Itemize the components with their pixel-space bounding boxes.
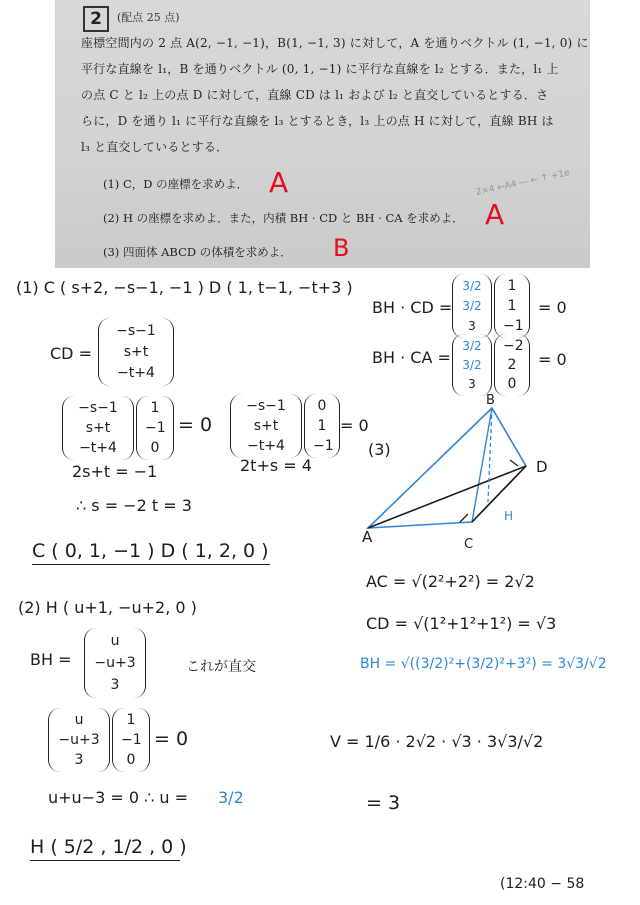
length-cd: CD = √(1²+1²+1²) = √3 bbox=[366, 614, 557, 633]
equation-2: 2t+s = 4 bbox=[240, 456, 312, 475]
bh-vector-label: BH = bbox=[30, 650, 72, 669]
dot1-left-vector: −s−1 s+t −t+4 bbox=[62, 396, 134, 460]
answer-1: C ( 0, 1, −1 ) D ( 1, 2, 0 ) bbox=[32, 540, 270, 565]
label-a: A bbox=[362, 528, 373, 546]
bh-dot-cd-answer: = 0 bbox=[538, 298, 567, 317]
problem-number: 2 bbox=[83, 6, 109, 32]
margin-scribble: 2×4 ←A4 ― ← ↑ +1e bbox=[475, 168, 571, 198]
problem-line-3: の点 C と l₂ 上の点 D に対して，直線 CD は l₁ および l₂ と直交しているとする．さ bbox=[81, 88, 549, 102]
answer-2: H ( 5/2 , 1/2 , 0 ) bbox=[30, 836, 180, 861]
dot3-result: = 0 bbox=[154, 728, 189, 750]
dot2-result: = 0 bbox=[340, 416, 369, 435]
subquestion-2: (2) H の座標を求めよ．また，内積 BH · CD と BH · CA を求めよ． bbox=[103, 211, 464, 225]
tetrahedron-diagram bbox=[360, 392, 580, 552]
st-solution: ∴ s = −2 t = 3 bbox=[76, 496, 192, 515]
problem-line-2: 平行な直線を l₁，B を通りベクトル (0, 1, −1) に平行な直線を l₂ とする．また，l₁ 上 bbox=[81, 62, 559, 76]
u-value: 3/2 bbox=[218, 788, 244, 807]
part2-point-h: (2) H ( u+1, −u+2, 0 ) bbox=[18, 598, 197, 617]
problem-line-5: l₃ と直交しているとする． bbox=[81, 140, 229, 154]
bh-dot-cd-right: 1 1 −1 bbox=[494, 274, 530, 338]
bh-dot-ca-left: 3/2 3/2 3 bbox=[452, 334, 492, 396]
length-ac: AC = √(2²+2²) = 2√2 bbox=[366, 572, 535, 591]
problem-line-4: らに，D を通り l₁ に平行な直線を l₃ とするとき，l₃ 上の点 H に対して，直線 BH は bbox=[81, 114, 554, 128]
subquestion-3: (3) 四面体 ABCD の体積を求めよ． bbox=[103, 245, 292, 259]
subquestion-1: (1) C，D の座標を求めよ． bbox=[103, 177, 249, 191]
right-angle-mark-d bbox=[510, 460, 518, 466]
dot2-left-vector: −s−1 s+t −t+4 bbox=[230, 394, 302, 458]
length-bh: BH = √((3/2)²+(3/2)²+3²) = 3√3/√2 bbox=[360, 656, 607, 672]
dot3-right-vector: 1 −1 0 bbox=[112, 708, 150, 772]
dot3-left-vector: u −u+3 3 bbox=[48, 708, 110, 772]
u-equation: u+u−3 = 0 ∴ u = bbox=[48, 788, 189, 807]
bh-dot-ca-right: −2 2 0 bbox=[494, 334, 530, 396]
label-b: B bbox=[486, 393, 495, 408]
problem-line-1: 座標空間内の 2 点 A(2, −1, −1)，B(1, −1, 3) に対して，A を通りベクトル (1, −1, 0) に bbox=[81, 36, 589, 50]
problem-points: (配点 25 点) bbox=[117, 11, 180, 24]
dot1-result: = 0 bbox=[178, 414, 213, 436]
bh-orthogonal-note: これが直交 bbox=[186, 659, 256, 675]
tetrahedron-outline bbox=[368, 408, 526, 528]
label-c: C bbox=[464, 537, 474, 552]
timestamp-note: (12:40 − 58 bbox=[500, 876, 585, 892]
dot1-right-vector: 1 −1 0 bbox=[136, 396, 174, 460]
bh-dot-cd-left: 3/2 3/2 3 bbox=[452, 274, 492, 338]
right-angle-mark-c bbox=[460, 514, 468, 522]
part1-points-cd: (1) C ( s+2, −s−1, −1 ) D ( 1, t−1, −t+3 ) bbox=[16, 278, 353, 297]
dot2-right-vector: 0 1 −1 bbox=[304, 394, 340, 458]
grade-mark-1: A bbox=[269, 166, 289, 199]
problem-photo bbox=[55, 0, 590, 268]
volume-answer: = 3 bbox=[366, 792, 401, 814]
part3-label: (3) bbox=[368, 440, 391, 459]
bh-dot-ca-label: BH · CA = bbox=[372, 348, 451, 367]
equation-1: 2s+t = −1 bbox=[72, 462, 158, 481]
bh-vector: u −u+3 3 bbox=[84, 628, 146, 698]
grade-mark-2: A bbox=[485, 198, 505, 231]
cd-vector: −s−1 s+t −t+4 bbox=[98, 318, 174, 386]
bh-dot-cd-label: BH · CD = bbox=[372, 298, 453, 317]
cd-vector-label: CD = bbox=[50, 344, 92, 363]
label-h: H bbox=[504, 509, 514, 523]
bh-dot-ca-answer: = 0 bbox=[538, 350, 567, 369]
label-d: D bbox=[536, 458, 548, 476]
edge-ad bbox=[368, 466, 526, 528]
grade-mark-3: B bbox=[333, 234, 350, 262]
volume-formula: V = 1/6 · 2√2 · √3 · 3√3/√2 bbox=[330, 732, 544, 751]
